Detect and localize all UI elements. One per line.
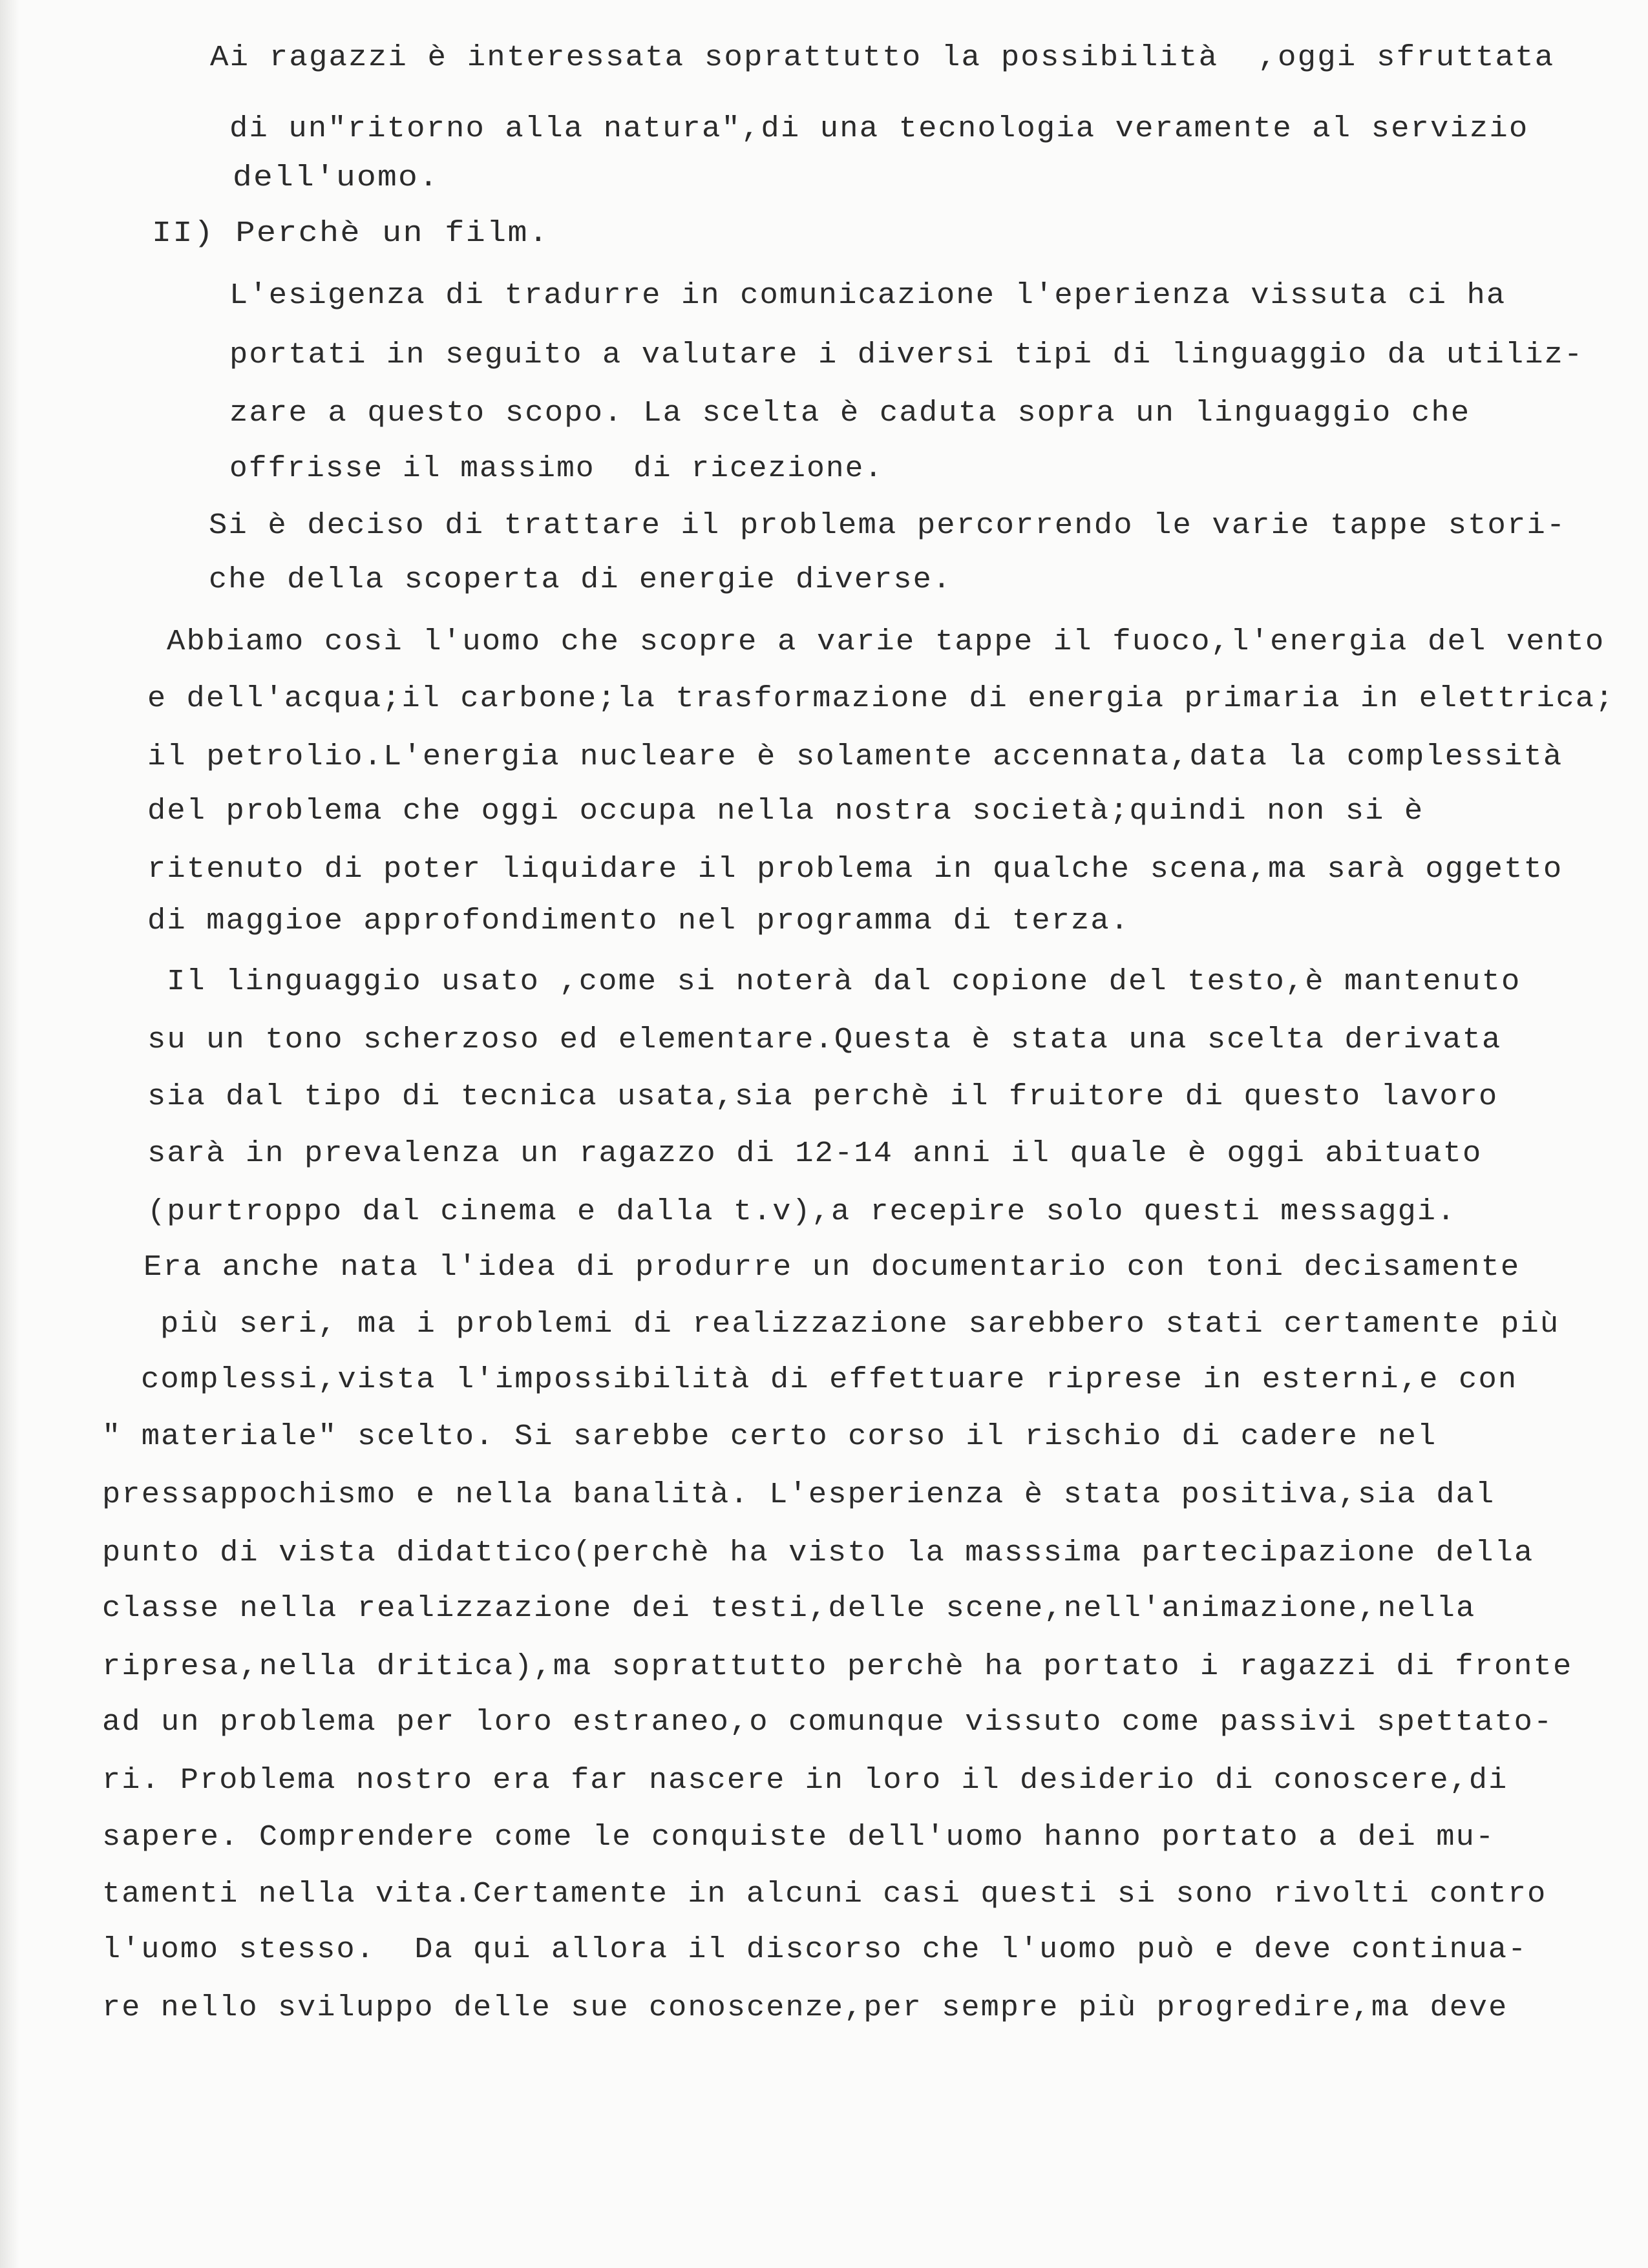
text-line-13: il petrolio.L'energia nucleare è solamente accennata,data la complessità — [147, 740, 1563, 773]
text-line-14: del problema che oggi occupa nella nostra società;quindi non si è — [147, 795, 1424, 828]
text-line-10: che della scoperta di energie diverse. — [209, 563, 953, 596]
text-line-8: offrisse il massimo di ricezione. — [229, 452, 884, 485]
text-line-2: di un"ritorno alla natura",di una tecnologia veramente al servizio — [229, 112, 1529, 145]
text-line-21: (purtroppo dal cinema e dalla t.v),a recepire solo questi messaggi. — [147, 1195, 1457, 1228]
text-line-30: ad un problema per loro estraneo,o comunque vissuto come passivi spettato- — [102, 1706, 1554, 1739]
text-line-24: complessi,vista l'impossibilità di effettuare riprese in esterni,e con — [141, 1363, 1518, 1396]
text-line-34: l'uomo stesso. Da qui allora il discorso che l'uomo può e deve continua- — [102, 1933, 1528, 1966]
text-line-23: più seri, ma i problemi di realizzazione sarebbero stati certamente più — [160, 1308, 1560, 1341]
text-line-11: Abbiamo così l'uomo che scopre a varie tappe il fuoco,l'energia del vento — [167, 625, 1605, 658]
text-line-33: tamenti nella vita.Certamente in alcuni casi questi si sono rivolti contro — [102, 1878, 1547, 1911]
text-line-3: dell'uomo. — [233, 162, 440, 194]
text-line-25: " materiale" scelto. Si sarebbe certo corso il rischio di cadere nel — [102, 1420, 1437, 1453]
text-line-12: e dell'acqua;il carbone;la trasformazione di energia primaria in elettrica; — [147, 682, 1615, 715]
section-heading: II) Perchè un film. — [152, 217, 550, 250]
text-line-19: sia dal tipo di tecnica usata,sia perchè il fruitore di questo lavoro — [147, 1080, 1499, 1113]
text-line-20: sarà in prevalenza un ragazzo di 12-14 anni il quale è oggi abituato — [147, 1137, 1483, 1170]
text-line-27: punto di vista didattico(perchè ha visto la masssima partecipazione della — [102, 1537, 1534, 1570]
text-line-28: classe nella realizzazione dei testi,delle scene,nell'animazione,nella — [102, 1592, 1476, 1625]
text-line-35: re nello sviluppo delle sue conoscenze,per sempre più progredire,ma deve — [102, 1991, 1508, 2024]
text-line-32: sapere. Comprendere come le conquiste dell'uomo hanno portato a dei mu- — [102, 1821, 1495, 1854]
text-line-31: ri. Problema nostro era far nascere in loro il desiderio di conoscere,di — [102, 1764, 1508, 1797]
text-line-15: ritenuto di poter liquidare il problema in qualche scena,ma sarà oggetto — [147, 853, 1563, 886]
text-line-7: zare a questo scopo. La scelta è caduta sopra un linguaggio che — [229, 397, 1471, 430]
text-line-17: Il linguaggio usato ,come si noterà dal copione del testo,è mantenuto — [167, 965, 1521, 998]
text-line-9: Si è deciso di trattare il problema percorrendo le varie tappe stori- — [209, 509, 1567, 542]
text-line-29: ripresa,nella dritica),ma soprattutto perchè ha portato i ragazzi di fronte — [102, 1650, 1573, 1683]
text-line-6: portati in seguito a valutare i diversi tipi di linguaggio da utiliz- — [229, 339, 1584, 372]
text-line-18: su un tono scherzoso ed elementare.Questa è stata una scelta derivata — [147, 1024, 1502, 1056]
text-line-26: pressappochismo e nella banalità. L'esperienza è stata positiva,sia dal — [102, 1478, 1495, 1511]
text-line-5: L'esigenza di tradurre in comunicazione l'eperienza vissuta ci ha — [229, 279, 1506, 312]
text-line-1: Ai ragazzi è interessata soprattutto la possibilità ,oggi sfruttata — [210, 41, 1555, 74]
text-line-16: di maggioe approfondimento nel programma di terza. — [147, 905, 1130, 938]
text-line-22: Era anche nata l'idea di produrre un documentario con toni decisamente — [143, 1251, 1521, 1284]
page-edge-shadow — [0, 0, 19, 2268]
